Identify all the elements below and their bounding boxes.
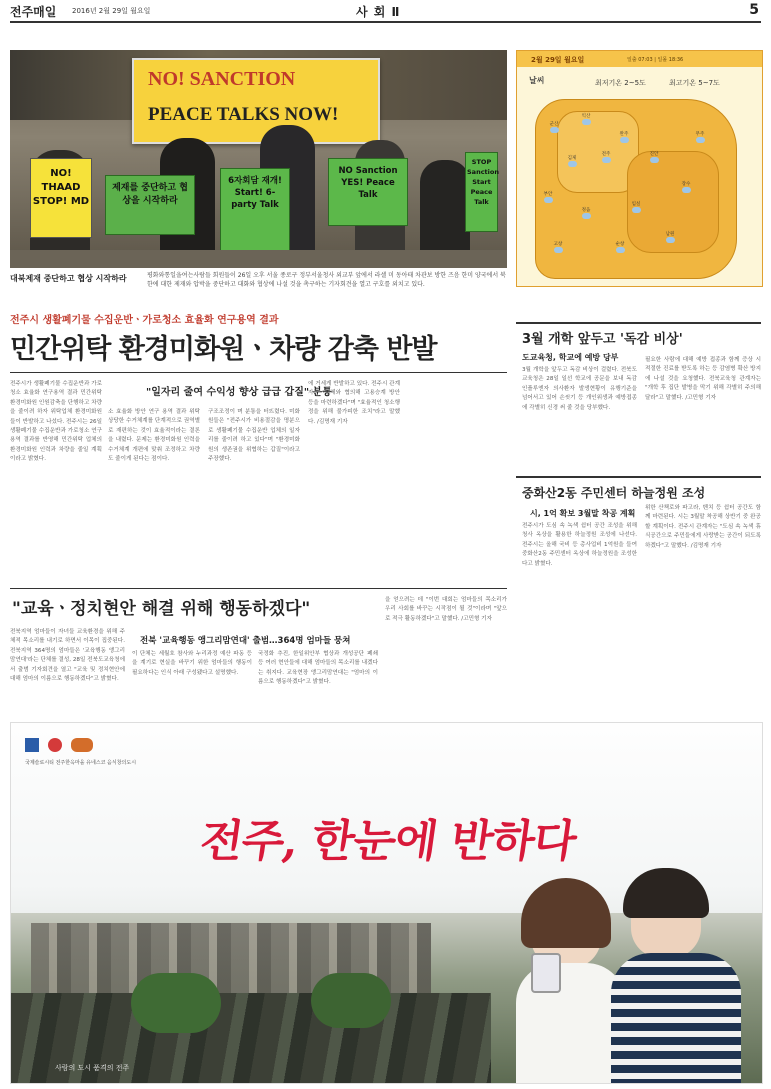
article1-col2: 소 효율화 방안 연구 용역 결과 위탁 상당한 수거체계를 단계적으로 권역별로 재편하는 것이 효율적이라는 결론을 내렸다. 문제는 환경미화원 인력을 수거체계 개편에 맞춰 조정하고 차량도 줄이게 된다는 점이다. <box>108 409 200 463</box>
article3-col1: 3월 개학을 앞두고 독감 비상이 걸렸다. 전북도교육청은 28일 일선 학교에 공문을 보내 독감 인플루엔자 의사환자 발생현황이 유행기준을 넘어서고 있어 손씻기 등 개인위생과 예방접종에 각별히 신경 써 줄 것을 당부했다. <box>522 367 637 411</box>
ad-logos <box>25 737 155 757</box>
city-gunsan: 군산 <box>547 121 561 143</box>
weather-condition: 날씨 <box>529 76 545 85</box>
city-buan: 부안 <box>541 191 555 213</box>
paper-name: 전주매일 <box>10 5 57 19</box>
city-jeonju: 전주 <box>599 151 613 173</box>
issue-date: 2016년 2월 29일 월요일 <box>72 7 151 15</box>
city-sunchang: 순창 <box>613 241 627 263</box>
protest-photo <box>10 50 507 268</box>
weather-box <box>516 50 763 287</box>
article2-headline: "교육ㆍ정치현안 해결 위해 행동하겠다" <box>12 599 311 619</box>
city-jangsu: 장수 <box>679 181 693 203</box>
weather-sun-info: 일출 07:03 | 일몰 18:36 <box>627 57 684 63</box>
sign-six-party: 6자회담 재개! Start! 6-party Talk <box>220 168 290 258</box>
article2-subhead: 전북 '교육행동 앵그리맘연대' 출범…364명 엄마들 뭉쳐 <box>140 636 351 646</box>
weather-high: 최고기온 5~7도 <box>669 79 720 87</box>
article2-col4: 을 얻으려는 데 "이번 대회는 엄마들의 목소리가 우리 사회를 바꾸는 시작점이 될 것"이라며 "앞으로 적극 활동하겠다"고 말했다. /고민형 기자 <box>385 597 507 622</box>
city-muju: 무주 <box>693 131 707 153</box>
city-gimje: 김제 <box>565 155 579 177</box>
article1-subhead: "일자리 줄여 수익성 향상 급급 갑질" 분통 <box>146 387 332 398</box>
article4-subhead: 시, 1억 확보 3월말 착공 계획 <box>530 509 636 518</box>
protest-banner <box>132 58 380 144</box>
masthead <box>10 3 761 23</box>
article1-col1: 전주시가 생활폐기물 수집운반과 가로청소 효율화 연구용역 결과 민간위탁 환경미화원 인원감축을 단행하고 차량을 줄이려 하자 위탁업체 환경미화원들이 반발하고 나섰다. 전주시는 26일 생활폐기물 수집운반과 가로청소 연구용역 결과를 반영해 민간위탁 업체의 환경미화원 인력과 차량을 줄일 계획이라고 밝혔다. <box>10 381 102 463</box>
article1-col4: 에 거세게 반발하고 있다. 전주시 관계자는 "업체와 협의해 고용승계 방안 등을 마련하겠다"며 "효율적인 청소행정을 위해 불가피한 조치"라고 말했다. /김명재 기자 <box>308 381 400 425</box>
article3-subhead: 도교육청, 학교에 예방 당부 <box>522 353 619 362</box>
city-wanju: 완주 <box>617 131 631 153</box>
article4-col1: 전주시가 도심 속 녹색 쉼터 공간 조성을 위해 청사 옥상을 활용한 하늘정원 조성에 나선다. 전주시는 올해 국비 등 총사업비 1억원을 들여 중화산2동 주민센터 옥상에 하늘정원을 조성한다고 밝혔다. <box>522 523 637 567</box>
article3-headline: 3월 개학 앞두고 '독감 비상' <box>522 332 683 347</box>
weather-low: 최저기온 2~5도 <box>595 79 646 87</box>
ad-caption: 사람의 도시 품격의 전주 <box>55 1064 130 1072</box>
photo-caption-title: 대북제재 중단하고 협상 시작하라 <box>10 274 127 283</box>
article3-col2: 필요한 사람에 대해 예방 접종과 함께 증상 시 적절한 진료를 받도록 하는 등 감염병 확산 방지에 나설 것을 요청했다. 전북교육청 관계자는 "개학 후 집단 발병을 막기 위해 각별히 주의해 달라"고 말했다. /고민형 기자 <box>645 357 761 401</box>
article1-headline: 민간위탁 환경미화원ㆍ차량 감축 반발 <box>10 334 437 365</box>
section-title: 사 회 Ⅱ <box>356 5 401 19</box>
city-namwon: 남원 <box>663 231 677 253</box>
ad-org-text: 국제슬로시티 전주한옥마을 유네스코 음식창의도시 <box>25 760 137 766</box>
sign-stop-sanction: STOP Sanction Start Peace Talk <box>465 152 498 232</box>
article1-kicker: 전주시 생활폐기물 수집운반ㆍ가로청소 효율화 연구용역 결과 <box>10 315 279 326</box>
weather-date: 2월 29일 월요일 <box>531 56 585 64</box>
article4-col2: 위한 산책로와 파고라, 벤치 등 쉼터 공간도 함께 마련된다. 시는 3월말 착공해 상반기 중 완공할 계획이다. 전주시 관계자는 "도심 속 녹색 휴식공간으로 주민들에게 사랑받는 공간이 되도록 하겠다"고 말했다. /김명재 기자 <box>645 505 761 549</box>
sign-peace-talk: NO Sanction YES! Peace Talk <box>328 158 408 226</box>
city-gochang: 고창 <box>551 241 565 263</box>
ad-couple-photo <box>511 838 751 1083</box>
page-number: 5 <box>749 2 759 18</box>
article1-col3: 구조조정이 며 분통을 터뜨렸다. 미화원들은 "전주시가 비용절감을 명분으로 생활폐기물 수집운반 업체의 일자리를 줄이려 하고 있다"며 "환경미화원의 생존권을 위협하는 갑질"이라고 주장했다. <box>208 409 300 463</box>
banner-line-2: PEACE TALKS NOW! <box>148 104 339 125</box>
article4-headline: 중화산2동 주민센터 하늘정원 조성 <box>522 486 706 500</box>
city-imsil: 임실 <box>629 201 643 223</box>
ad-slogan: 전주, 한눈에 반하다 <box>196 816 579 867</box>
article2-col3: 국정화 추진, 한일위안부 협상과 개성공단 폐쇄 등 여러 현안들에 대해 엄마들의 목소리를 내겠다는 취지다. 교육현장 앵그리맘연대는 "엄마의 이름으로 행동하겠다"고 밝혔다. <box>258 651 378 686</box>
sign-no-thaad: NO! THAAD STOP! MD <box>30 158 92 238</box>
article2-col2: 이 단체는 세월호 참사와 누리과정 예산 파동 등을 계기로 현실을 바꾸기 위한 엄마들의 행동이 필요하다는 인식 아래 구성됐다고 설명했다. <box>132 651 252 676</box>
jeonju-advertisement <box>10 722 763 1084</box>
city-iksan: 익산 <box>579 113 593 135</box>
city-jinan: 진안 <box>647 151 661 173</box>
sign-stop-sanctions: 제재를 중단하고 협상을 시작하라 <box>105 175 195 235</box>
city-jeongeup: 정읍 <box>579 207 593 229</box>
article2-col1: 전북지역 엄마들이 자녀들 교육환경을 위해 주체적 목소리를 내기로 하면서 이목이 집중된다. 전북지역 364명의 엄마들은 '교육행동 앵그리맘연대'라는 단체를 결성, 28일 전북도교육청에서 출범 기자회견을 열고 "교육 및 정치현안에 대해 엄마의 이름으로 행동하겠다"고 밝혔다. <box>10 629 125 683</box>
photo-caption-text: 평화와통일을여는사람들 회원들이 26일 오후 서울 종로구 정부서울청사 외교부 앞에서 라셀 미 동아태 차관보 방한 즈음 한미 양국에서 북한에 대한 제재와 압박을 중단하고 대화와 협상에 나설 것을 촉구하는 기자회견을 열고 구호를 외치고 있다. <box>147 272 506 288</box>
banner-line-1: NO! SANCTION <box>148 68 296 90</box>
